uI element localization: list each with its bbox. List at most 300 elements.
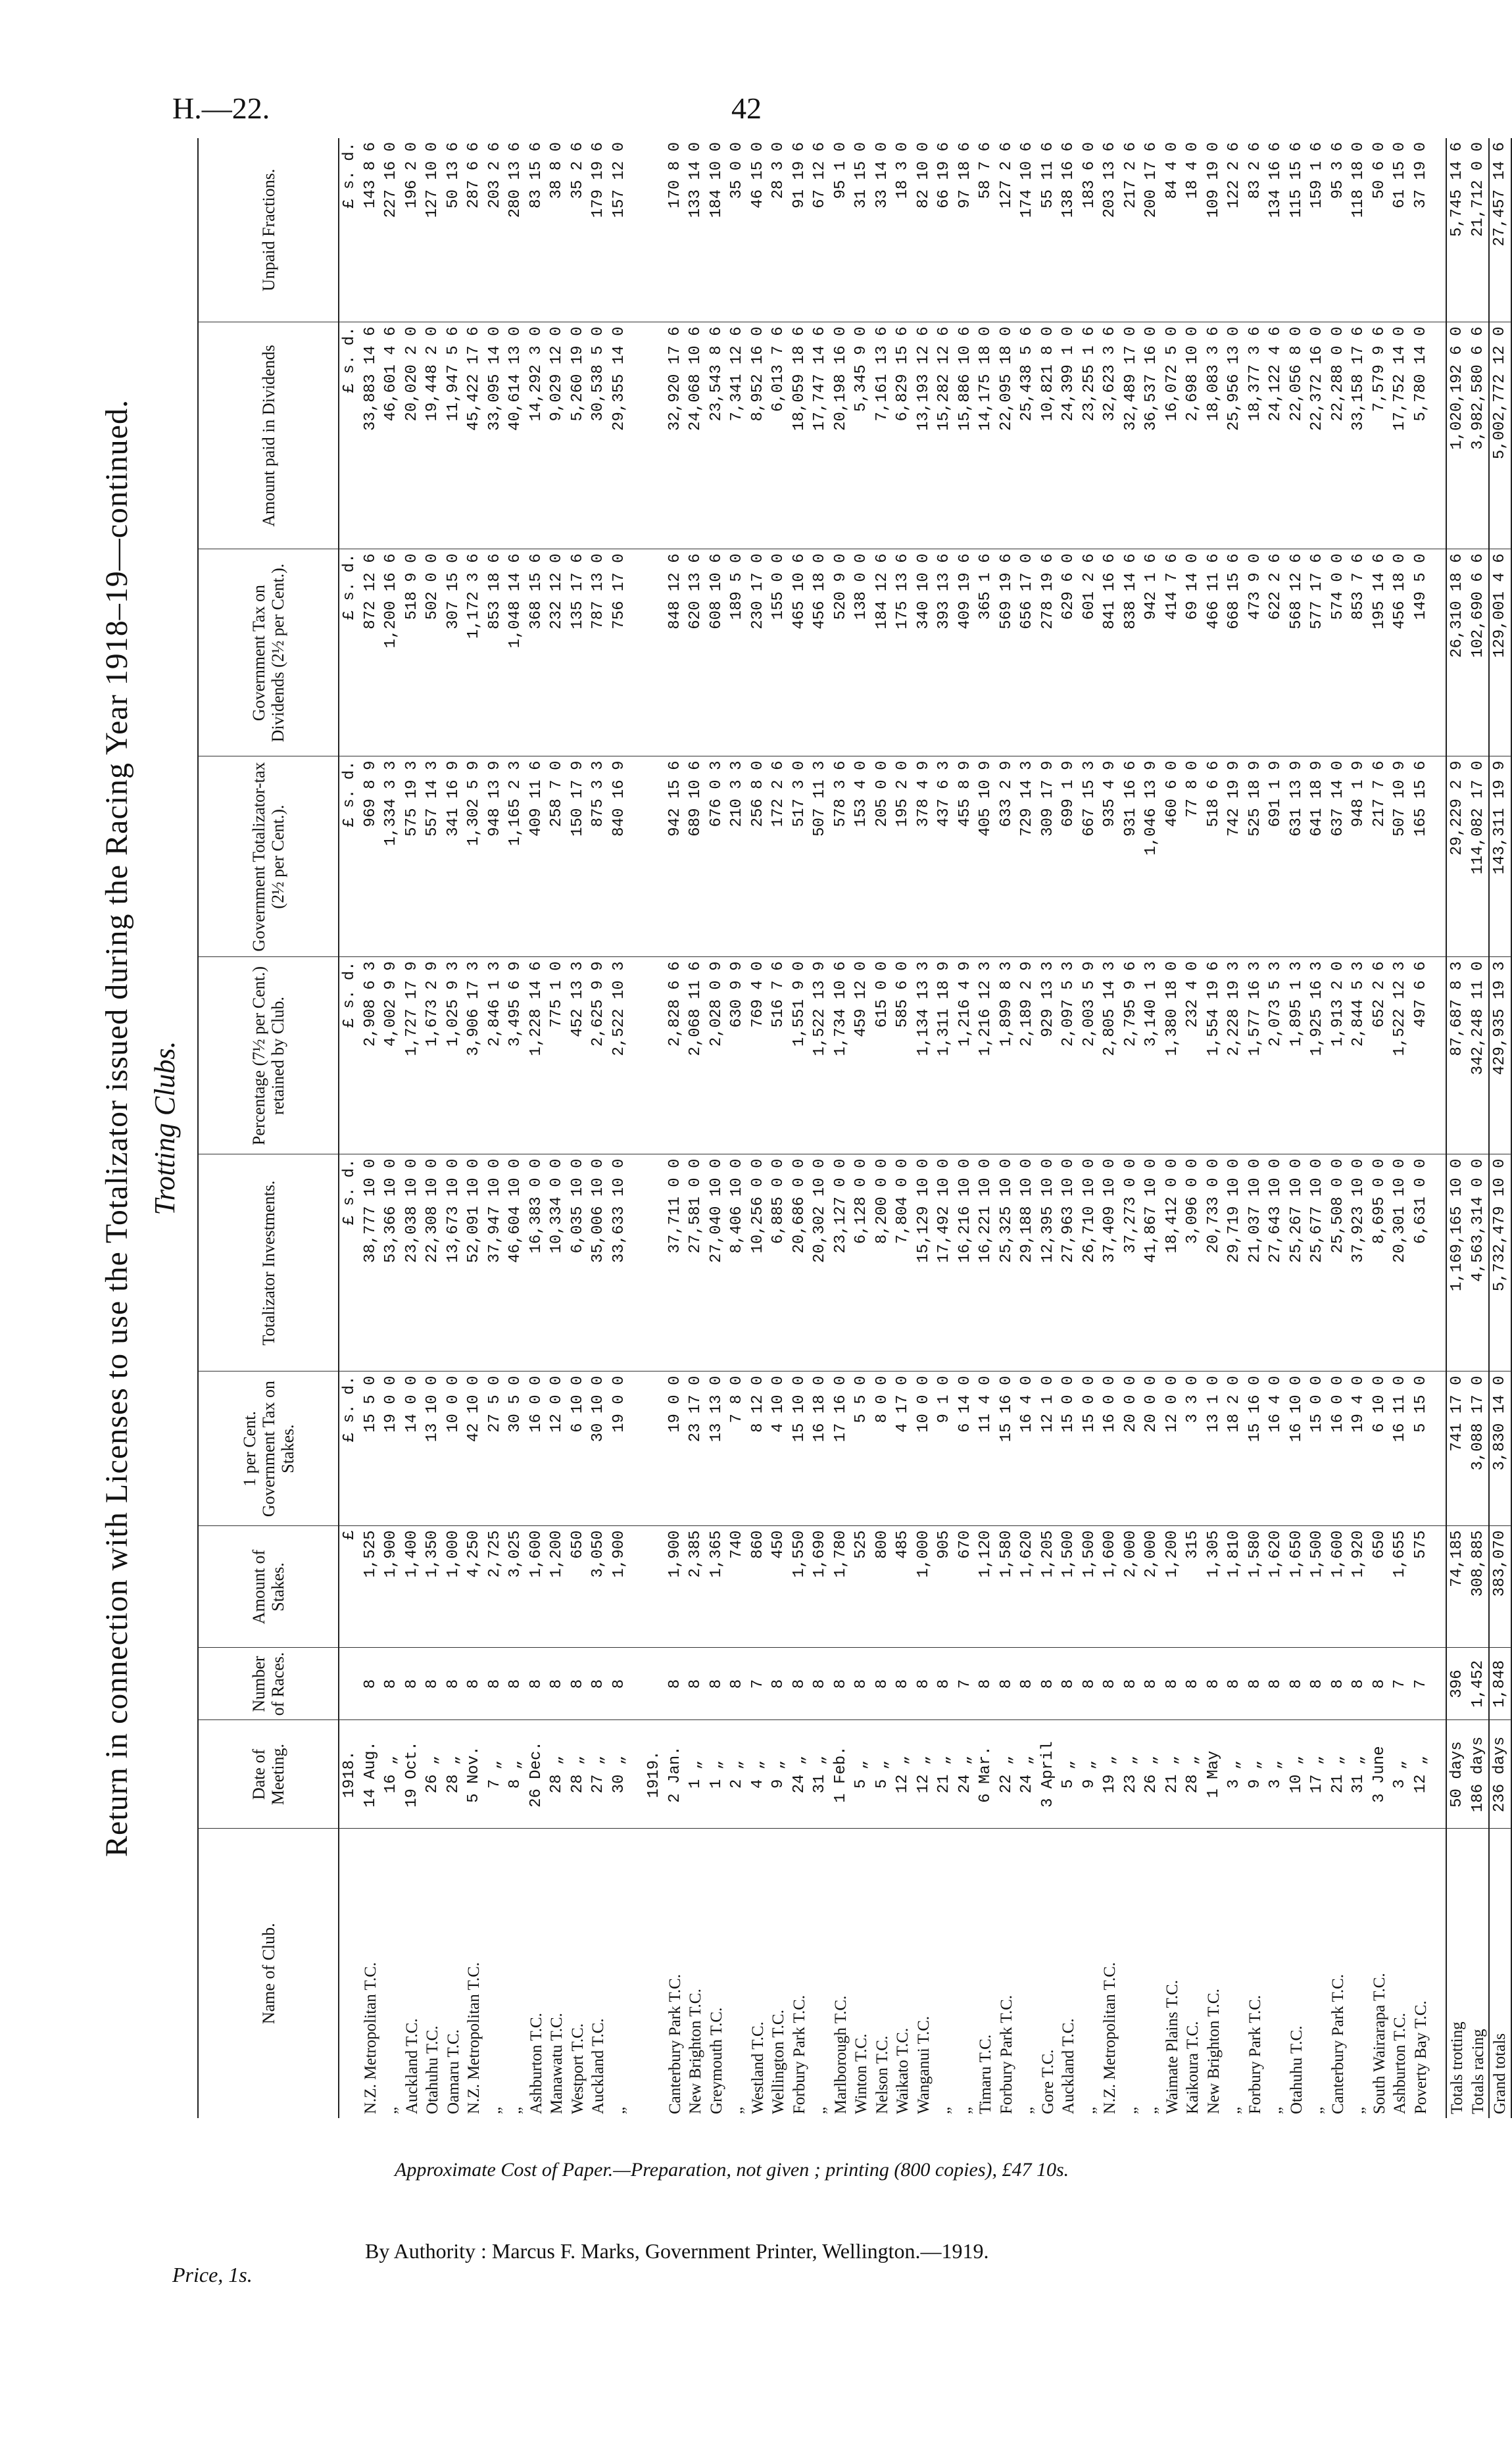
table-cell: Auckland T.C. xyxy=(1060,2018,1077,2114)
table-cell: 8 xyxy=(1121,1648,1142,1720)
table-cell: 20 0 0 xyxy=(1121,1372,1142,1526)
table-cell: 32,623 3 6 xyxy=(1100,322,1121,549)
table-cell: 1,134 13 3 xyxy=(914,957,935,1154)
table-row xyxy=(1224,138,1245,2118)
table-cell: 5 „ xyxy=(872,1720,893,1829)
table-cell: 507 10 9 xyxy=(1390,756,1411,957)
table-cell: 3,830 14 0 xyxy=(1489,1372,1511,1526)
table-cell: 1,580 xyxy=(1245,1526,1266,1648)
spacer-row xyxy=(629,138,644,2118)
table-cell: 5,780 14 0 xyxy=(1411,322,1432,549)
table-cell: 948 1 9 xyxy=(1348,756,1369,957)
table-cell: 2,000 xyxy=(1141,1526,1162,1648)
table-cell: 15,129 10 0 xyxy=(914,1154,935,1372)
table-cell: 20,301 10 0 xyxy=(1390,1154,1411,1372)
table-cell: 102,690 6 6 xyxy=(1468,549,1490,756)
table-cell: 10,821 8 0 xyxy=(1038,322,1059,549)
table-cell: 1,200 xyxy=(547,1526,568,1648)
section-subtitle: Trotting Clubs. xyxy=(149,1041,181,1216)
table-cell: 37 19 0 xyxy=(1411,138,1432,322)
table-cell: New Brighton T.C. xyxy=(687,1989,704,2114)
table-cell: 18,083 3 6 xyxy=(1204,322,1225,549)
table-cell: £ s. d. xyxy=(339,1154,360,1372)
table-cell: 35 0 0 xyxy=(727,138,748,322)
table-cell: 525 18 9 xyxy=(1245,756,1266,957)
table-cell: 15 10 0 xyxy=(789,1372,810,1526)
table-cell: 1,620 xyxy=(1265,1526,1286,1648)
table-cell: 33,633 10 0 xyxy=(609,1154,630,1372)
table-cell: 17 16 0 xyxy=(831,1372,852,1526)
table-cell: 6 10 0 xyxy=(1369,1372,1390,1526)
table-cell: 186 days xyxy=(1468,1720,1490,1829)
table-cell: 174 10 6 xyxy=(1017,138,1038,322)
table-cell: 460 6 0 xyxy=(1162,756,1183,957)
table-cell: 83 2 6 xyxy=(1245,138,1266,322)
table-cell: 175 13 6 xyxy=(892,549,914,756)
table-cell: 9 „ xyxy=(768,1720,789,1829)
table-cell: 8 xyxy=(1307,1648,1328,1720)
table-cell: 23 17 0 xyxy=(685,1372,706,1526)
table-cell: 16,383 0 0 xyxy=(526,1154,547,1372)
table-cell: 1,500 xyxy=(1079,1526,1100,1648)
table-cell: 414 7 6 xyxy=(1162,549,1183,756)
table-cell: 16 4 0 xyxy=(1017,1372,1038,1526)
table-cell: „ xyxy=(956,2106,974,2114)
table-cell: 1,046 13 9 xyxy=(1141,756,1162,957)
table-cell: 12 „ xyxy=(1411,1720,1432,1829)
table-cell: 10,256 0 0 xyxy=(748,1154,769,1372)
table-cell: 8 xyxy=(1038,1648,1059,1720)
table-cell: 19 4 0 xyxy=(1348,1372,1369,1526)
table-cell: 22 „ xyxy=(996,1720,1017,1829)
table-cell: 3 „ xyxy=(1224,1720,1245,1829)
table-cell: 875 3 3 xyxy=(588,756,609,957)
table-cell: 12 1 0 xyxy=(1038,1372,1059,1526)
table-cell: Manawatu T.C. xyxy=(548,2013,566,2114)
table-cell: 689 10 6 xyxy=(685,756,706,957)
table-cell: 10 „ xyxy=(1286,1720,1307,1829)
table-cell: 27,457 14 6 xyxy=(1489,138,1511,322)
table-cell: 8 xyxy=(1079,1648,1100,1720)
table-cell: 15 0 0 xyxy=(1058,1372,1079,1526)
table-cell: 280 13 6 xyxy=(505,138,526,322)
table-cell: 135 17 6 xyxy=(568,549,589,756)
table-cell: Forbury Park T.C. xyxy=(790,1994,808,2114)
table-cell: 4,250 xyxy=(464,1526,485,1648)
table-cell: 83 15 6 xyxy=(526,138,547,322)
table-cell: Forbury Park T.C. xyxy=(997,1994,1015,2114)
table-cell: 195 14 6 xyxy=(1369,549,1390,756)
table-cell: 37,409 10 0 xyxy=(1100,1154,1121,1372)
table-cell: 8 xyxy=(1328,1648,1349,1720)
table-cell: 8 xyxy=(547,1648,568,1720)
table-cell: 8 xyxy=(872,1648,893,1720)
table-cell: „ xyxy=(935,2106,953,2114)
table-cell: 16 0 0 xyxy=(1100,1372,1121,1526)
table-cell: 25,956 13 0 xyxy=(1224,322,1245,549)
table-cell: Westport T.C. xyxy=(568,2023,587,2114)
table-cell: 35,006 10 0 xyxy=(588,1154,609,1372)
table-cell: 931 16 6 xyxy=(1121,756,1142,957)
table-cell: 18 4 0 xyxy=(1183,138,1204,322)
spacer-cell xyxy=(629,138,644,322)
table-row xyxy=(485,138,506,2118)
table-cell: 848 12 6 xyxy=(665,549,686,756)
table-cell: 6 14 0 xyxy=(955,1372,976,1526)
table-cell: 31 „ xyxy=(1348,1720,1369,1829)
table-cell: 129,001 4 6 xyxy=(1489,549,1511,756)
table-cell: 9 „ xyxy=(1245,1720,1266,1829)
table-cell: 2,844 5 3 xyxy=(1348,957,1369,1154)
table-cell: 456 18 0 xyxy=(810,549,831,756)
table-cell: 19 0 0 xyxy=(609,1372,630,1526)
table-cell: 1,554 19 6 xyxy=(1204,957,1225,1154)
table-cell: „ xyxy=(1080,2106,1098,2114)
table-row xyxy=(1100,138,1121,2118)
table-cell: 569 19 6 xyxy=(996,549,1017,756)
table-cell: 232 4 0 xyxy=(1183,957,1204,1154)
table-cell: 507 11 3 xyxy=(810,756,831,957)
table-cell: 8 xyxy=(526,1648,547,1720)
table-cell: 8 xyxy=(568,1648,589,1720)
table-cell: 585 6 0 xyxy=(892,957,914,1154)
table-cell: 2,385 xyxy=(685,1526,706,1648)
grand-totals-row xyxy=(1489,138,1511,2118)
table-cell: 122 2 6 xyxy=(1224,138,1245,322)
table-cell: 1 „ xyxy=(685,1720,706,1829)
table-cell: „ xyxy=(610,2106,628,2114)
table-row xyxy=(1286,138,1307,2118)
government-printer-line: By Authority : Marcus F. Marks, Government Printer, Wellington.—1919. xyxy=(365,2239,989,2263)
table-cell: 179 19 6 xyxy=(588,138,609,322)
table-cell: 50 13 6 xyxy=(443,138,464,322)
table-cell: 456 18 0 xyxy=(1390,549,1411,756)
table-cell: 633 2 9 xyxy=(996,756,1017,957)
table-cell: 37,711 0 0 xyxy=(665,1154,686,1372)
table-cell: 21 „ xyxy=(1162,1720,1183,1829)
table-cell: N.Z. Metropolitan T.C. xyxy=(1101,1962,1119,2114)
table-cell: 28 3 0 xyxy=(768,138,789,322)
table-cell: 6,829 15 6 xyxy=(892,322,914,549)
table-cell: 1919. xyxy=(644,1720,665,1829)
table-cell: 21 „ xyxy=(1328,1720,1349,1829)
page-reference: H.—22. xyxy=(172,91,270,125)
table-cell: 1,120 xyxy=(975,1526,996,1648)
table-cell: 8,695 0 0 xyxy=(1369,1154,1390,1372)
table-cell: 74,185 xyxy=(1446,1526,1468,1648)
table-cell: 9,029 12 0 xyxy=(547,322,568,549)
table-cell: 28 „ xyxy=(547,1720,568,1829)
table-cell: 21,712 0 0 xyxy=(1468,138,1490,322)
table-cell: 5 15 0 xyxy=(1411,1372,1432,1526)
table-cell: 22,095 18 0 xyxy=(996,322,1017,549)
table-cell: 20,198 16 0 xyxy=(831,322,852,549)
table-cell: 27,963 10 0 xyxy=(1058,1154,1079,1372)
table-cell: 9 1 0 xyxy=(934,1372,955,1526)
table-cell: 25,438 5 6 xyxy=(1017,322,1038,549)
table-cell: 6,035 10 0 xyxy=(568,1154,589,1372)
table-cell: 15,282 12 6 xyxy=(934,322,955,549)
table-cell: 2,073 5 3 xyxy=(1265,957,1286,1154)
table-cell: 189 5 0 xyxy=(727,549,748,756)
table-cell: 30,538 5 0 xyxy=(588,322,609,549)
table-cell: 26 „ xyxy=(422,1720,443,1829)
table-cell: 516 7 6 xyxy=(768,957,789,1154)
table-cell: Grand totals xyxy=(1489,1829,1511,2118)
table-cell: 13 1 0 xyxy=(1204,1372,1225,1526)
table-cell: 1,500 xyxy=(1058,1526,1079,1648)
table-cell: 1,380 18 0 xyxy=(1162,957,1183,1154)
table-cell: 138 0 0 xyxy=(851,549,872,756)
table-cell: „ xyxy=(1350,2106,1367,2114)
table-cell: 9 „ xyxy=(1079,1720,1100,1829)
table-row xyxy=(1204,138,1225,2118)
table-cell: South Wairarapa T.C. xyxy=(1370,1973,1388,2114)
table-cell: 5,745 14 6 xyxy=(1446,138,1468,322)
table-cell: 6,128 0 0 xyxy=(851,1154,872,1372)
table-cell: 18 3 0 xyxy=(892,138,914,322)
table-cell: 1,025 9 3 xyxy=(443,957,464,1154)
table-cell: 699 1 9 xyxy=(1058,756,1079,957)
table-cell: 4 10 0 xyxy=(768,1372,789,1526)
table-row xyxy=(768,138,789,2118)
table-cell: 756 17 0 xyxy=(609,549,630,756)
table-cell: 1,673 2 9 xyxy=(422,957,443,1154)
table-cell: 2,000 xyxy=(1121,1526,1142,1648)
table-cell: 55 11 6 xyxy=(1038,138,1059,322)
table-cell: 1,216 12 3 xyxy=(975,957,996,1154)
column-header: Number of Races. xyxy=(198,1648,339,1720)
table-row xyxy=(1245,138,1266,2118)
table-cell: 1,500 xyxy=(1307,1526,1328,1648)
spacer-cell xyxy=(1431,1526,1446,1648)
table-cell: 41,867 10 0 xyxy=(1141,1154,1162,1372)
table-cell: £ s. d. xyxy=(339,322,360,549)
table-row xyxy=(975,138,996,2118)
table-cell: 5,732,479 10 0 xyxy=(1489,1154,1511,1372)
table-cell: 52,091 10 0 xyxy=(464,1154,485,1372)
table-cell: 574 0 0 xyxy=(1328,549,1349,756)
table-cell: Forbury Park T.C. xyxy=(1246,1994,1264,2114)
table-cell: 637 14 0 xyxy=(1328,756,1349,957)
table-cell: 134 16 6 xyxy=(1265,138,1286,322)
table-cell: 620 13 6 xyxy=(685,549,706,756)
table-cell: 8 xyxy=(914,1648,935,1720)
table-cell: 17 „ xyxy=(1307,1720,1328,1829)
table-cell: 23,255 1 6 xyxy=(1079,322,1100,549)
table-cell: 87,687 8 3 xyxy=(1446,957,1468,1154)
table-cell: 58 7 6 xyxy=(975,138,996,322)
table-cell: 853 18 6 xyxy=(485,549,506,756)
table-cell: Kaikoura T.C. xyxy=(1184,2021,1202,2114)
table-cell: 50 6 0 xyxy=(1369,138,1390,322)
column-header: Name of Club. xyxy=(198,1829,339,2118)
table-cell: 3,906 17 3 xyxy=(464,957,485,1154)
table-cell: 517 3 0 xyxy=(789,756,810,957)
table-cell: 38,777 10 0 xyxy=(360,1154,381,1372)
table-cell: 8 xyxy=(1265,1648,1286,1720)
table-cell: 19 Oct. xyxy=(402,1720,423,1829)
column-header: Unpaid Fractions. xyxy=(198,138,339,322)
table-cell: 143 8 6 xyxy=(360,138,381,322)
table-row xyxy=(360,138,381,2118)
table-cell: 8 xyxy=(1204,1648,1225,1720)
table-cell: 8 xyxy=(851,1648,872,1720)
table-cell: 77 8 0 xyxy=(1183,756,1204,957)
table-cell: 16,072 5 0 xyxy=(1162,322,1183,549)
table-cell: 157 12 0 xyxy=(609,138,630,322)
table-cell: 10 0 0 xyxy=(443,1372,464,1526)
table-cell: 28 „ xyxy=(443,1720,464,1829)
table-cell: 205 0 0 xyxy=(872,756,893,957)
table-cell: 22,308 10 0 xyxy=(422,1154,443,1372)
table-cell: 8 12 0 xyxy=(748,1372,769,1526)
totals-row xyxy=(1446,138,1468,2118)
table-cell: 2,698 10 0 xyxy=(1183,322,1204,549)
table-cell: 2,097 5 3 xyxy=(1058,957,1079,1154)
table-cell: New Brighton T.C. xyxy=(1204,1989,1223,2114)
table-cell: „ xyxy=(1142,2106,1160,2114)
table-cell: 8 xyxy=(485,1648,506,1720)
table-cell: 11 4 0 xyxy=(975,1372,996,1526)
table-cell: 3 3 0 xyxy=(1183,1372,1204,1526)
table-cell: 1,655 xyxy=(1390,1526,1411,1648)
table-row xyxy=(685,138,706,2118)
column-header: Amount of Stakes. xyxy=(198,1526,339,1648)
table-cell xyxy=(644,756,665,957)
table-row xyxy=(892,138,914,2118)
table-cell: 16 10 0 xyxy=(1286,1372,1307,1526)
table-cell: 84 4 0 xyxy=(1162,138,1183,322)
totalizator-return-table xyxy=(197,138,1512,2118)
table-cell: 838 14 6 xyxy=(1121,549,1142,756)
table-cell: 8 xyxy=(609,1648,630,1720)
table-cell: 4 „ xyxy=(748,1720,769,1829)
table-cell: 473 9 0 xyxy=(1245,549,1266,756)
table-cell: 841 16 6 xyxy=(1100,549,1121,756)
column-header: Government Tax on Dividends (2½ per Cent.). xyxy=(198,549,339,756)
table-cell: 20,686 0 0 xyxy=(789,1154,810,1372)
table-cell: 308,885 xyxy=(1468,1526,1490,1648)
table-body xyxy=(339,138,1511,2118)
table-cell: 30 5 0 xyxy=(505,1372,526,1526)
table-cell: 42 10 0 xyxy=(464,1372,485,1526)
table-cell: 29,229 2 9 xyxy=(1446,756,1468,957)
table-cell: 12 0 0 xyxy=(547,1372,568,1526)
table-cell: 16 11 0 xyxy=(1390,1372,1411,1526)
table-cell: 26 Dec. xyxy=(526,1720,547,1829)
table-cell: 393 13 6 xyxy=(934,549,955,756)
table-cell: Oamaru T.C. xyxy=(444,2029,462,2114)
table-cell: 8 xyxy=(768,1648,789,1720)
table-cell: 25,267 10 0 xyxy=(1286,1154,1307,1372)
table-cell: 1,900 xyxy=(381,1526,402,1648)
table-cell: Auckland T.C. xyxy=(402,2018,421,2114)
table-cell: 1,452 xyxy=(1468,1648,1490,1720)
spacer-cell xyxy=(629,1720,644,1829)
table-cell: 138 16 6 xyxy=(1058,138,1079,322)
table-cell: 15 5 0 xyxy=(360,1372,381,1526)
table-cell: 935 4 9 xyxy=(1100,756,1121,957)
table-cell: 8 xyxy=(1224,1648,1245,1720)
table-cell: 5,002,772 12 0 xyxy=(1489,322,1511,549)
table-cell: 227 16 0 xyxy=(381,138,402,322)
table-cell: 5 5 0 xyxy=(851,1372,872,1526)
table-cell: 143,311 19 9 xyxy=(1489,756,1511,957)
table-cell: 24,399 1 0 xyxy=(1058,322,1079,549)
table-cell: 315 xyxy=(1183,1526,1204,1648)
table-row xyxy=(464,138,485,2118)
table-cell: 741 17 0 xyxy=(1446,1372,1468,1526)
table-cell: 21 „ xyxy=(934,1720,955,1829)
table-cell: 676 0 3 xyxy=(706,756,727,957)
table-cell: 97 18 6 xyxy=(955,138,976,322)
table-cell: 3,025 xyxy=(505,1526,526,1648)
table-cell: 769 4 0 xyxy=(748,957,769,1154)
table-row xyxy=(810,138,831,2118)
table-cell: 278 19 6 xyxy=(1038,549,1059,756)
table-cell: Marlborough T.C. xyxy=(831,1995,850,2114)
table-cell: 184 12 6 xyxy=(872,549,893,756)
table-cell: 630 9 9 xyxy=(727,957,748,1154)
table-cell: 12 0 0 xyxy=(1162,1372,1183,1526)
table-cell: 23,543 8 6 xyxy=(706,322,727,549)
table-cell: 127 2 6 xyxy=(996,138,1017,322)
table-cell: 629 6 0 xyxy=(1058,549,1079,756)
table-row xyxy=(1348,138,1369,2118)
table-cell: „ xyxy=(1121,2106,1140,2114)
table-cell: „ xyxy=(506,2106,524,2114)
table-cell: 6,631 0 0 xyxy=(1411,1154,1432,1372)
table-row xyxy=(526,138,547,2118)
table-row xyxy=(706,138,727,2118)
table-cell: 200 17 6 xyxy=(1141,138,1162,322)
table-cell: 1,305 xyxy=(1204,1526,1225,1648)
table-row xyxy=(851,138,872,2118)
table-cell: 1,920 xyxy=(1348,1526,1369,1648)
spacer-cell xyxy=(629,1526,644,1648)
table-cell: 840 16 9 xyxy=(609,756,630,957)
table-cell: 26,710 10 0 xyxy=(1079,1154,1100,1372)
table-row xyxy=(1328,138,1349,2118)
table-cell: 365 1 6 xyxy=(975,549,996,756)
spacer-cell xyxy=(629,1154,644,1372)
table-cell: 67 12 6 xyxy=(810,138,831,322)
table-cell: 6,013 7 6 xyxy=(768,322,789,549)
table-row xyxy=(996,138,1017,2118)
table-cell: 1,810 xyxy=(1224,1526,1245,1648)
table-cell xyxy=(644,1154,665,1372)
table-cell: 8 xyxy=(685,1648,706,1720)
table-row xyxy=(1079,138,1100,2118)
table-cell: 153 4 0 xyxy=(851,756,872,957)
table-cell: Wellington T.C. xyxy=(769,2010,787,2114)
table-cell: 466 11 6 xyxy=(1204,549,1225,756)
table-cell: 2,228 19 3 xyxy=(1224,957,1245,1154)
table-cell: 115 15 6 xyxy=(1286,138,1307,322)
table-cell: 2,003 5 9 xyxy=(1079,957,1100,1154)
table-row xyxy=(934,138,955,2118)
table-cell: 1,350 xyxy=(422,1526,443,1648)
table-cell: 577 17 6 xyxy=(1307,549,1328,756)
table-cell: 8 xyxy=(360,1648,381,1720)
table-cell: 165 15 6 xyxy=(1411,756,1432,957)
table-cell: 518 6 6 xyxy=(1204,756,1225,957)
table-cell: 8 xyxy=(381,1648,402,1720)
table-cell: 1,600 xyxy=(1328,1526,1349,1648)
table-cell: 16,216 10 0 xyxy=(955,1154,976,1372)
table-cell: 1,925 16 3 xyxy=(1307,957,1328,1154)
